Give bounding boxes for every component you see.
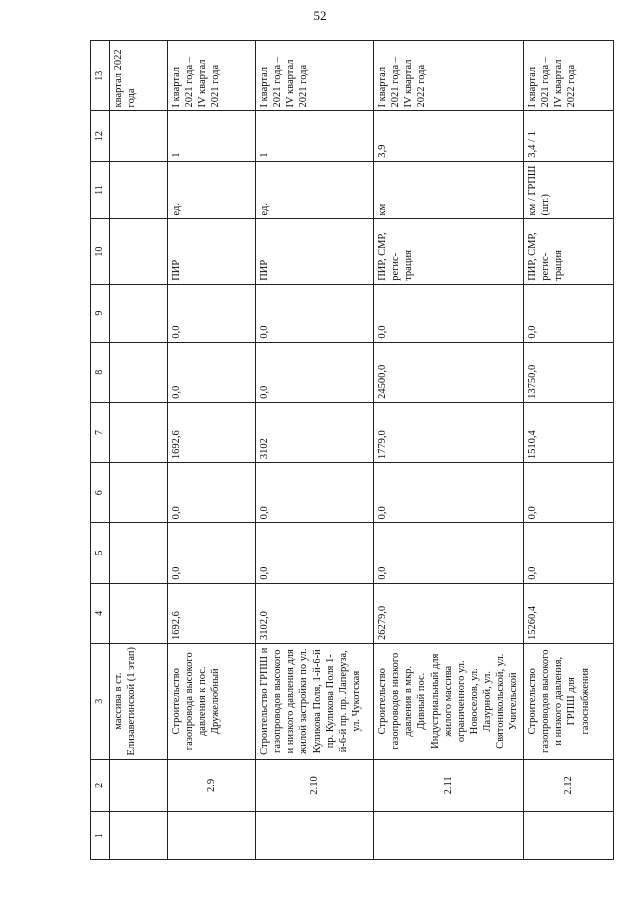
table-row — [110, 41, 168, 860]
col-header: 8 — [91, 342, 110, 402]
table-row — [168, 41, 256, 860]
cell-period: I квартал 2021 года – IV квартал 2021 года — [168, 41, 256, 111]
cell-col4: 1692,6 — [168, 583, 256, 643]
cell-item-number: 2.9 — [168, 759, 256, 812]
cell-name: массива в ст. Елизаветинской (1 этап) — [110, 643, 168, 759]
cell-col7: 1692,6 — [168, 402, 256, 462]
cell-col5: 0,0 — [168, 523, 256, 583]
cell-col12: 3,4 / 1 — [524, 111, 614, 161]
cell-period: квартал 2022 года — [110, 41, 168, 111]
cell-item-number: 2.11 — [374, 759, 524, 812]
col-header: 10 — [91, 219, 110, 284]
cell-name: Строительство ГРПШ и газопроводов высокого и низкого давления для жилой застройки по ул. Куликова Поля, 1-й-6-й пр. Куликова Поля 1-й-6-й пр. пр. Лаперуза, ул. Чукотская — [256, 643, 374, 759]
col-header: 9 — [91, 284, 110, 342]
cell-col10: ПИР, СМР, регис-трация — [524, 219, 614, 284]
page-number: 52 — [313, 8, 327, 23]
cell-period: I квартал 2021 года – IV квартал 2022 года — [524, 41, 614, 111]
col-header: 3 — [91, 643, 110, 759]
cell-col12: 1 — [168, 111, 256, 161]
cell-col8: 0,0 — [168, 342, 256, 402]
table-row — [524, 41, 614, 860]
cell-col10: ПИР — [168, 219, 256, 284]
col-header: 13 — [91, 41, 110, 111]
cell-col9: 0,0 — [256, 284, 374, 342]
cell-col1 — [256, 812, 374, 860]
cell-col5: 0,0 — [374, 523, 524, 583]
cell-col11: ед. — [256, 161, 374, 219]
cell-col6: 0,0 — [524, 463, 614, 523]
cell-col1 — [374, 812, 524, 860]
cell-period: I квартал 2021 года – IV квартал 2022 года — [374, 41, 524, 111]
cell-col12: 3,9 — [374, 111, 524, 161]
cell-col1 — [110, 812, 168, 860]
cell-name: Строительство газопроводов высокого и низкого давления, ГРПШ для газоснабжения — [524, 643, 614, 759]
cell-col1 — [524, 812, 614, 860]
data-table — [90, 40, 614, 860]
cell-period: I квартал 2021 года – IV квартал 2021 года — [256, 41, 374, 111]
cell-col6: 0,0 — [256, 463, 374, 523]
rotated-table-container — [90, 40, 610, 860]
col-header: 12 — [91, 111, 110, 161]
header-row — [91, 41, 110, 860]
cell-col8: 13750,0 — [524, 342, 614, 402]
col-header: 7 — [91, 402, 110, 462]
col-header: 6 — [91, 463, 110, 523]
col-header: 4 — [91, 583, 110, 643]
cell-col7 — [110, 402, 168, 462]
cell-col5 — [110, 523, 168, 583]
cell-col5: 0,0 — [256, 523, 374, 583]
cell-col11 — [110, 161, 168, 219]
col-header: 5 — [91, 523, 110, 583]
cell-col10: ПИР, СМР, регис-трация — [374, 219, 524, 284]
cell-col8 — [110, 342, 168, 402]
cell-col8: 0,0 — [256, 342, 374, 402]
cell-col9: 0,0 — [168, 284, 256, 342]
cell-col11: км / ГРПШ (шт.) — [524, 161, 614, 219]
cell-col12: 1 — [256, 111, 374, 161]
cell-col9: 0,0 — [374, 284, 524, 342]
cell-item-number: 2.12 — [524, 759, 614, 812]
cell-col9: 0,0 — [524, 284, 614, 342]
cell-col12 — [110, 111, 168, 161]
cell-item-number — [110, 759, 168, 812]
table-row — [256, 41, 374, 860]
cell-col6: 0,0 — [168, 463, 256, 523]
cell-col10: ПИР — [256, 219, 374, 284]
cell-col6: 0,0 — [374, 463, 524, 523]
cell-col7: 1510,4 — [524, 402, 614, 462]
cell-col5: 0,0 — [524, 523, 614, 583]
cell-col4: 3102,0 — [256, 583, 374, 643]
cell-col4: 26279,0 — [374, 583, 524, 643]
cell-col4: 15260,4 — [524, 583, 614, 643]
col-header: 11 — [91, 161, 110, 219]
cell-col8: 24500,0 — [374, 342, 524, 402]
cell-col7: 1779,0 — [374, 402, 524, 462]
cell-name: Строительство газопровода высокого давления к пос. Дружелюбный — [168, 643, 256, 759]
table-row — [374, 41, 524, 860]
cell-col4 — [110, 583, 168, 643]
col-header: 2 — [91, 759, 110, 812]
cell-col11: ед. — [168, 161, 256, 219]
cell-name: Строительство газопроводов низкого давления в мкр. Дивный пос. Индустриальный для жилого массива ограниченного ул. Новоселов, ул. Лазурной, ул. Святоникольской, ул. Учительской — [374, 643, 524, 759]
col-header: 1 — [91, 812, 110, 860]
cell-item-number: 2.10 — [256, 759, 374, 812]
cell-col6 — [110, 463, 168, 523]
cell-col10 — [110, 219, 168, 284]
cell-col1 — [168, 812, 256, 860]
cell-col9 — [110, 284, 168, 342]
cell-col11: км — [374, 161, 524, 219]
cell-col7: 3102 — [256, 402, 374, 462]
